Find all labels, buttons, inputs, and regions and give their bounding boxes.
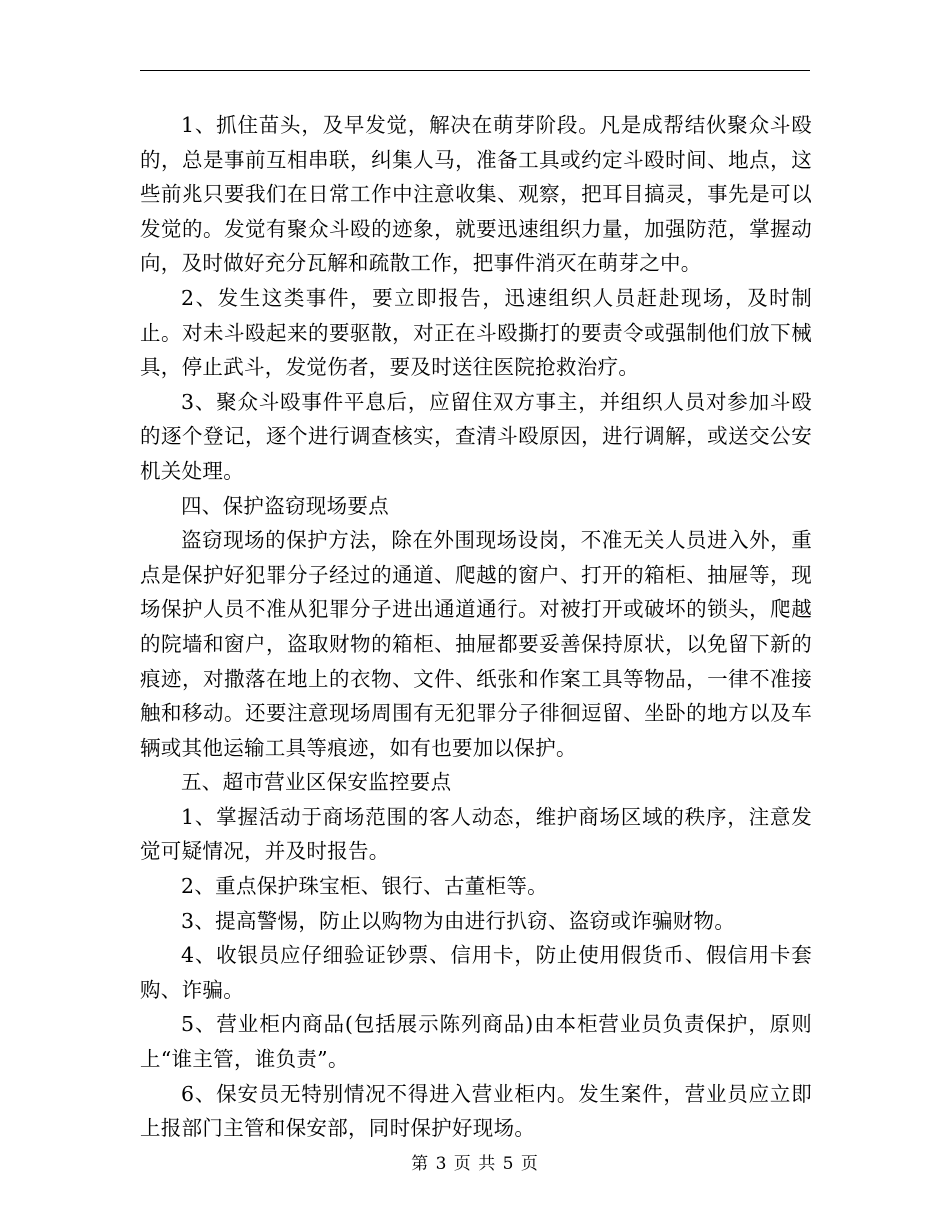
document-body bbox=[140, 108, 812, 1146]
paragraph-1: 1、抓住苗头，及早发觉，解决在萌芽阶段。凡是成帮结伙聚众斗殴的，总是事前互相串联，纠集人马，准备工具或约定斗殴时间、地点，这些前兆只要我们在日常工作中注意收集、观察，把耳目搞灵，事先是可以发觉的。发觉有聚众斗殴的迹象，就要迅速组织力量，加强防范，掌握动向，及时做好充分瓦解和疏散工作，把事件消灭在萌芽之中。 bbox=[140, 113, 812, 276]
section-heading-4: 四、保护盗窃现场要点 bbox=[181, 493, 389, 518]
paragraph-monitor-5: 5、营业柜内商品(包括展示陈列商品)由本柜营业员负责保护，原则上“谁主管，谁负责”。 bbox=[140, 1012, 812, 1072]
paragraph-monitor-2: 2、重点保护珠宝柜、银行、古董柜等。 bbox=[181, 874, 548, 899]
paragraph-monitor-3: 3、提高警惕，防止以购物为由进行扒窃、盗窃或诈骗财物。 bbox=[181, 908, 736, 933]
header-rule bbox=[140, 70, 810, 71]
paragraph-3: 3、聚众斗殴事件平息后，应留住双方事主，并组织人员对参加斗殴的逐个登记，逐个进行调查核实，查清斗殴原因，进行调解，或送交公安机关处理。 bbox=[140, 389, 812, 483]
paragraph-2: 2、发生这类事件，要立即报告，迅速组织人员赶赴现场，及时制止。对未斗殴起来的要驱散，对正在斗殴撕打的要责令或强制他们放下械具，停止武斗，发觉伤者，要及时送往医院抢救治疗。 bbox=[140, 285, 812, 380]
paragraph-monitor-4: 4、收银员应仔细验证钞票、信用卡，防止使用假货币、假信用卡套购、诈骗。 bbox=[140, 943, 812, 1002]
page-number: 第 3 页 共 5 页 bbox=[411, 1154, 539, 1174]
paragraph-monitor-1: 1、掌握活动于商场范围的客人动态，维护商场区域的秩序，注意发觉可疑情况，并及时报告。 bbox=[140, 804, 812, 864]
section-heading-5: 五、超市营业区保安监控要点 bbox=[181, 770, 452, 795]
paragraph-theft-scene: 盗窃现场的保护方法，除在外围现场设岗，不准无关人员进入外，重点是保护好犯罪分子经过的通道、爬越的窗户、打开的箱柜、抽屉等，现场保护人员不准从犯罪分子进出通道通行。对被打开或破坏的锁头，爬越的院墙和窗户，盗取财物的箱柜、抽屉都要妥善保持原状，以免留下新的痕迹，对撒落在地上的衣物、文件、纸张和作案工具等物品，一律不准接触和移动。还要注意现场周围有无犯罪分子徘徊逗留、坐卧的地方以及车辆或其他运输工具等痕迹，如有也要加以保护。 bbox=[140, 528, 812, 760]
paragraph-monitor-6: 6、保安员无特别情况不得进入营业柜内。发生案件，营业员应立即上报部门主管和保安部，同时保护好现场。 bbox=[140, 1081, 812, 1141]
